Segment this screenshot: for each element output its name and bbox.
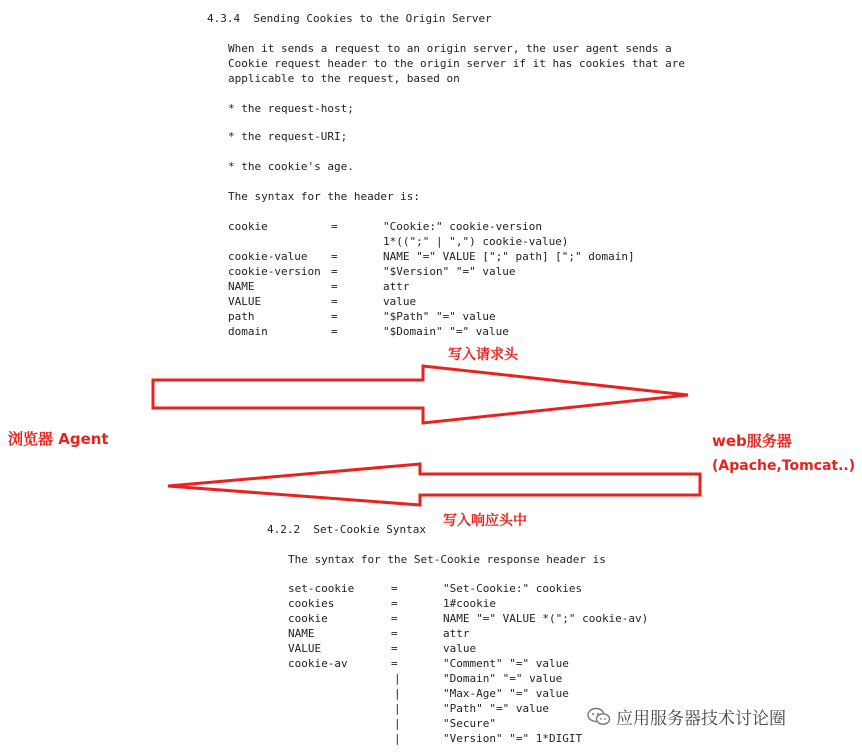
bottom-syntax-intro: The syntax for the Set-Cookie response header is (288, 553, 606, 566)
response-header-label: 写入响应头中 (443, 513, 527, 529)
top-syntax-intro: The syntax for the header is: (228, 190, 421, 203)
browser-agent-label: 浏览器 Agent (8, 430, 109, 448)
top-heading: 4.3.4 Sending Cookies to the Origin Server (207, 12, 492, 25)
wechat-icon (586, 706, 612, 728)
bottom-heading: 4.2.2 Set-Cookie Syntax (267, 523, 426, 536)
request-header-label: 写入请求头 (448, 347, 518, 363)
bullet-request-host: * the request-host; (228, 102, 354, 115)
web-server-label: web服务器 (712, 432, 792, 450)
watermark-text: 应用服务器技术讨论圈 (616, 709, 786, 729)
top-para-line-3: applicable to the request, based on (228, 72, 460, 85)
request-arrow (153, 366, 688, 423)
bullet-cookie-age: * the cookie's age. (228, 160, 354, 173)
web-server-examples-label: (Apache,Tomcat..) (712, 458, 856, 474)
response-arrow (168, 464, 700, 505)
bullet-request-uri: * the request-URI; (228, 130, 348, 143)
top-para-line-2: Cookie request header to the origin server if it has cookies that are (228, 57, 685, 70)
top-para-line-1: When it sends a request to an origin server, the user agent sends a (228, 42, 672, 55)
